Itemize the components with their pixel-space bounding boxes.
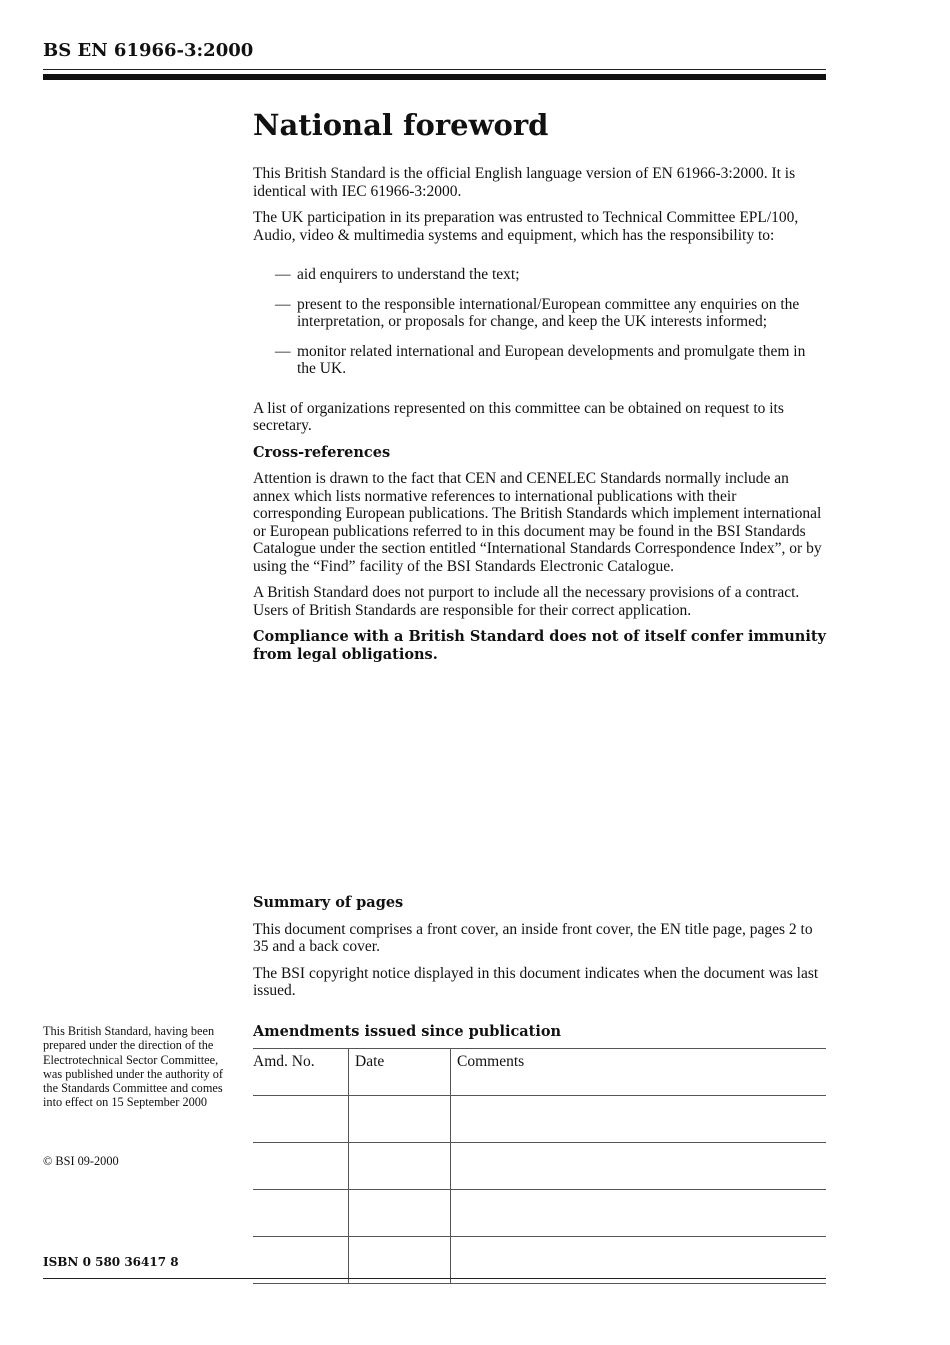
table-cell <box>451 1237 827 1284</box>
table-cell <box>349 1143 451 1190</box>
summary-heading: Summary of pages <box>253 894 404 911</box>
crossref-heading: Cross-references <box>253 443 391 461</box>
column-header-comments: Comments <box>451 1049 827 1096</box>
list-item: — present to the responsible international/European committee any enquiries on the interpretation, or proposals for change, and keep the UK interests informed; <box>275 296 826 331</box>
crossref-paragraph: Attention is drawn to the fact that CEN and CENELEC Standards normally include an annex which lists normative references to international publications with their corresponding European publications. The British Standards which implement international or European publications referred to in this document may be found in the BSI Standards Catalogue under the section entitled “International Standards Correspondence Index”, or by using the “Find” facility of the BSI Standards Electronic Catalogue. <box>253 470 822 575</box>
table-row <box>253 1237 826 1284</box>
table-cell <box>451 1143 827 1190</box>
amendments-table <box>253 1048 826 1284</box>
document-id-header: BS EN 61966-3:2000 <box>43 40 254 61</box>
copyright-line: © BSI 09-2000 <box>43 1154 119 1168</box>
header-rule-thick <box>43 74 826 80</box>
foreword-section <box>253 108 826 672</box>
summary-paragraph: This document comprises a front cover, an inside front cover, the EN title page, pages 2 to 35 and a back cover. <box>253 920 813 955</box>
contract-paragraph: A British Standard does not purport to include all the necessary provisions of a contract. Users of British Standards are responsible for their correct application. <box>253 584 800 619</box>
table-row <box>253 1190 826 1237</box>
table-header-row <box>253 1049 826 1096</box>
table-cell <box>349 1190 451 1237</box>
column-header-date: Date <box>349 1049 451 1096</box>
column-header-amd-no: Amd. No. <box>253 1049 349 1096</box>
responsibility-list <box>275 266 826 378</box>
organizations-paragraph: A list of organizations represented on this committee can be obtained on request to its secretary. <box>253 399 784 434</box>
table-cell <box>253 1143 349 1190</box>
table-cell <box>253 1096 349 1143</box>
table-cell <box>253 1237 349 1284</box>
summary-section <box>253 894 826 1009</box>
isbn: ISBN 0 580 36417 8 <box>43 1255 179 1269</box>
committee-paragraph: The UK participation in its preparation was entrusted to Technical Committee EPL/100, Audio, video & multimedia systems and equipment, which has the responsibility to: <box>253 209 799 244</box>
table-cell <box>349 1237 451 1284</box>
table-row <box>253 1096 826 1143</box>
table-cell <box>451 1190 827 1237</box>
list-item: — aid enquirers to understand the text; <box>275 266 826 284</box>
table-row <box>253 1143 826 1190</box>
footer-rule <box>43 1278 826 1279</box>
compliance-statement: Compliance with a British Standard does not of itself confer immunity from legal obligations. <box>253 628 826 663</box>
list-item: — monitor related international and European developments and promulgate them in the UK. <box>275 343 826 378</box>
intro-paragraph: This British Standard is the official English language version of EN 61966-3:2000. It is identical with IEC 61966-3:2000. <box>253 165 796 200</box>
publication-note: This British Standard, having been prepared under the direction of the Electrotechnical Sector Committee, was published under the authority of the Standards Committee and comes into effect on 15 September 2000 <box>43 1024 223 1110</box>
page-title: National foreword <box>253 108 549 142</box>
table-cell <box>349 1096 451 1143</box>
amendments-heading: Amendments issued since publication <box>253 1023 562 1040</box>
table-cell <box>253 1190 349 1237</box>
header-rule-thin <box>43 69 826 70</box>
copyright-notice-paragraph: The BSI copyright notice displayed in this document indicates when the document was last issued. <box>253 964 819 999</box>
table-cell <box>451 1096 827 1143</box>
